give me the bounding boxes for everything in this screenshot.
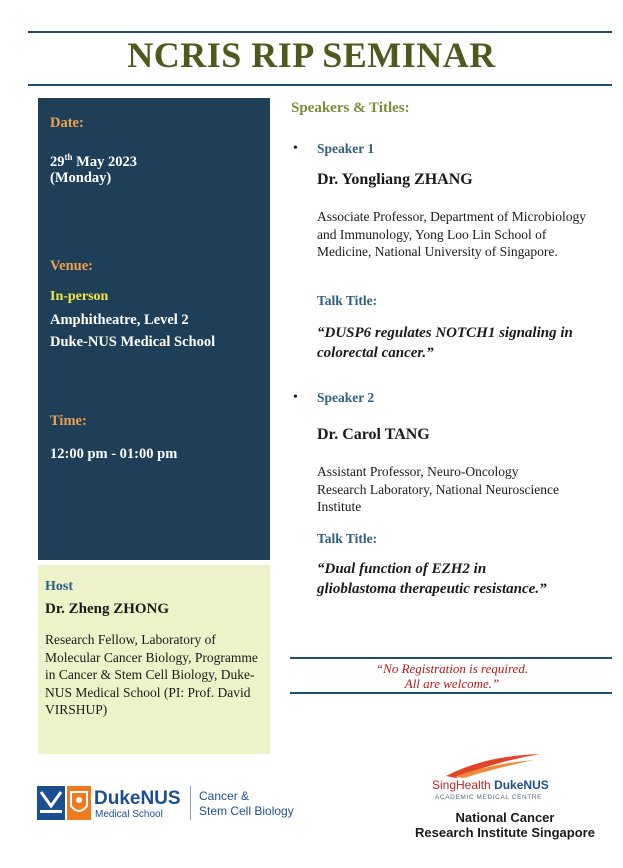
host-name: Dr. Zheng ZHONG [45, 601, 170, 617]
bullet-icon: • [293, 390, 298, 405]
note-line1: “No Registration is required. [375, 661, 529, 676]
note-line2: All are welcome.” [404, 676, 500, 691]
duke-nus-logo-text: DukeNUS [94, 788, 181, 809]
note-top-rule [290, 657, 612, 659]
page-title: NCRIS RIP SEMINAR [127, 35, 496, 75]
speaker-2-name: Dr. Carol TANG [317, 426, 430, 443]
venue-line1: Amphitheatre, Level 2 [50, 312, 189, 328]
singhealth-swoosh-icon [444, 752, 544, 778]
date-label: Date: [50, 115, 84, 131]
logo-divider [190, 786, 191, 820]
amc-text: ACADEMIC MEDICAL CENTRE [435, 794, 543, 801]
host-panel [38, 565, 270, 754]
duke-nus-logo-sub: Medical School [95, 809, 163, 820]
speaker-1-name: Dr. Yongliang ZHANG [317, 171, 473, 188]
speaker-2-description: Assistant Professor, Neuro-Oncology Research Laboratory, National Neuroscience Institute [317, 464, 560, 514]
time-label: Time: [50, 413, 87, 429]
speaker-1-talk-title: “DUSP6 regulates NOTCH1 signaling in colorectal cancer.” [317, 325, 573, 361]
ncris-line1: National Cancer [455, 810, 555, 825]
title-underline [28, 84, 612, 86]
registration-note [292, 661, 612, 691]
top-rule [28, 31, 612, 33]
singhealth-text: SingHealth [432, 778, 491, 792]
speaker-2-label: Speaker 2 [317, 390, 375, 405]
speaker-2-talk-title: “Dual function of EZH2 in glioblastoma therapeutic resistance.” [317, 561, 547, 597]
speaker-2-talk-label: Talk Title: [317, 531, 378, 546]
venue-mode: In-person [50, 289, 109, 304]
host-label: Host [45, 579, 73, 594]
host-description: Research Fellow, Laboratory of Molecular Cancer Biology, Programme in Cancer & Stem Cell Biology, Duke-NUS Medical School (PI: Prof. David VIRSHUP) [45, 632, 258, 717]
bullet-icon: • [293, 141, 298, 156]
venue-label: Venue: [50, 258, 93, 274]
speaker-1-talk-label: Talk Title: [317, 293, 378, 308]
ncris-logo-text [400, 810, 610, 840]
event-details-panel [38, 98, 270, 560]
duke-nus-small-text: DukeNUS [494, 778, 549, 792]
nus-crest-icon [67, 786, 91, 820]
ncris-line2: Research Institute Singapore [415, 825, 595, 840]
time-value: 12:00 pm - 01:00 pm [50, 446, 178, 462]
date-rest: May 2023 [72, 153, 137, 170]
programme-line1: Cancer & [199, 789, 250, 803]
singhealth-logo-text [432, 778, 549, 792]
speaker-1-description: Associate Professor, Department of Microbiology and Immunology, Yong Loo Lin School of Medicine, National University of Singapore. [317, 209, 587, 259]
note-bottom-rule [290, 692, 612, 694]
programme-line2: Stem Cell Biology [199, 804, 294, 818]
date-suffix: th [64, 152, 73, 162]
date-weekday: (Monday) [50, 170, 112, 186]
speakers-heading: Speakers & Titles: [291, 100, 410, 116]
speaker-1-label: Speaker 1 [317, 141, 375, 156]
duke-nus-shield-icon [37, 786, 65, 820]
venue-line2: Duke-NUS Medical School [50, 334, 216, 350]
date-day: 29 [50, 153, 65, 170]
programme-logo-text [199, 789, 294, 819]
